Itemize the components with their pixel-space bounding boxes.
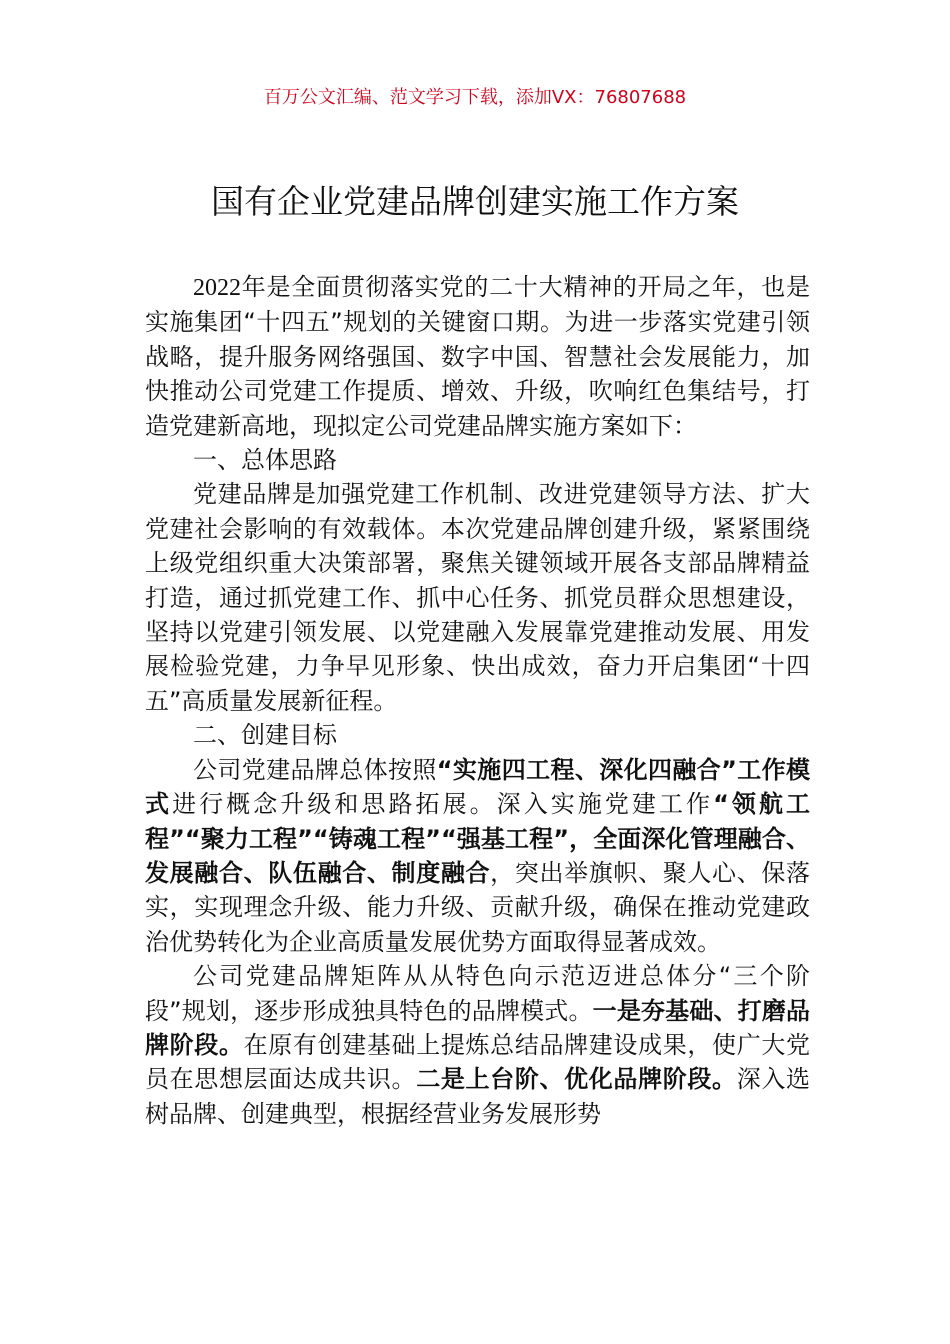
section-heading-goals: 二、创建目标 <box>193 721 337 750</box>
bold-run: “领航工程”“聚力工程”“铸魂工程”“强基工程”，全面深化管理融合、发展融合、队伍融合、制度融合 <box>145 790 811 887</box>
bold-run: 一是夯基础、打磨品牌阶段。 <box>145 996 811 1059</box>
text-run: 在原有创建基础上提炼总结品牌建设成果，使广大党员在思想层面达成共识。 <box>145 1030 811 1094</box>
section-heading-overall-approach: 一、总体思路 <box>193 446 337 475</box>
document-body <box>145 270 810 1131</box>
intro-text: 年是全面贯彻落实党的二十大精神的开局之年，也是实施集团“十四五”规划的关键窗口期。为进一步落实党建引领战略，提升服务网络强国、数字中国、智慧社会发展能力，加快推动公司党建工作提质、增效、升级，吹响红色集结号，打造党建新高地，现拟定公司党建品牌实施方案如下： <box>145 273 810 440</box>
text-run: 进行概念升级和思路拓展。深入实施党建工作 <box>172 790 714 819</box>
text-run: 深入选树品牌、创建典型，根据经营业务发展形势 <box>145 1065 811 1128</box>
intro-paragraph <box>145 270 810 443</box>
bold-run: “实施四工程、深化四融合”工作模式 <box>145 755 810 819</box>
document-title: 国有企业党建品牌创建实施工作方案 <box>211 182 739 221</box>
intro-year: 2022 <box>193 275 241 301</box>
section2-paragraph-2 <box>145 959 810 1131</box>
section2-paragraph-1 <box>145 753 810 959</box>
promo-header-text: 百万公文汇编、范文学习下载，添加VX：76807688 <box>263 87 687 108</box>
text-run: ，突出举旗帜、聚人心、保落实，实现理念升级、能力升级、贡献升级，确保在推动党建政治优势转化为企业高质量发展优势方面取得显著成效。 <box>145 858 811 956</box>
text-run: 公司党建品牌矩阵从从特色向示范迈进总体分“三个阶段”规划，逐步形成独具特色的品牌模式。 <box>145 962 810 1025</box>
bold-run: 二是上台阶、优化品牌阶段。 <box>416 1065 737 1094</box>
text-run: 公司党建品牌总体按照 <box>193 755 437 784</box>
section1-paragraph: 党建品牌是加强党建工作机制、改进党建领导方法、扩大党建社会影响的有效载体。本次党建品牌创建升级，紧紧围绕上级党组织重大决策部署，聚焦关键领域开展各支部品牌精益打造，通过抓党建工作、抓中心任务、抓党员群众思想建设，坚持以党建引领发展、以党建融入发展靠党建推动发展、用发展检验党建，力争早见形象、快出成效，奋力开启集团“十四五”高质量发展新征程。 <box>145 480 810 715</box>
